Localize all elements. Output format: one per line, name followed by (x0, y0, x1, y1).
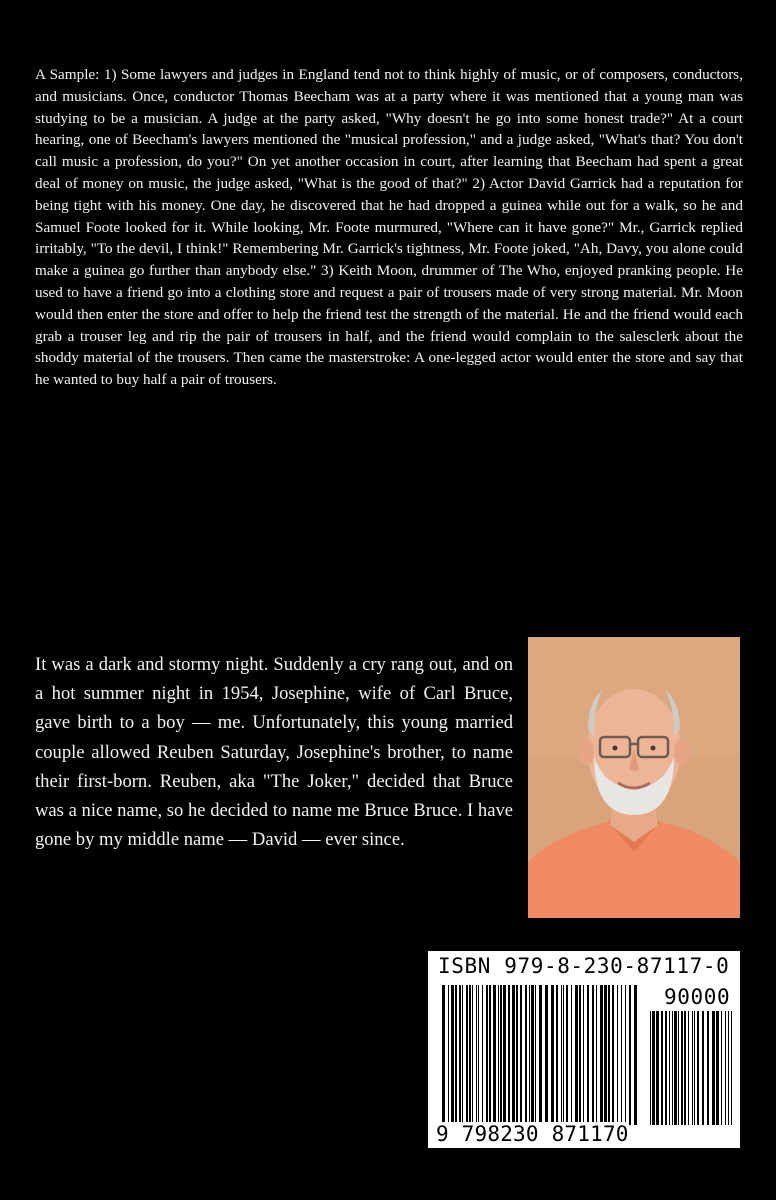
author-bio: It was a dark and stormy night. Suddenly a cry rang out, and on a hot summer night in 1954, Josephine, wife of Carl Bruce, gave birth to a boy — me. Unfortunately, this young married couple allowed Reuben Saturday, Josephine's brother, to name their first-born. Reuben, aka "The Joker," decided that Bruce was a nice name, so he decided to name me Bruce Bruce. I have gone by my middle name — David — ever since. (35, 654, 513, 851)
isbn-barcode (428, 951, 740, 1148)
barcode-bars-graphic (442, 985, 638, 1125)
barcode-bars (442, 985, 638, 1125)
isbn-label: ISBN 979-8-230-87117-0 (438, 954, 730, 978)
sample-excerpt: A Sample: 1) Some lawyers and judges in England tend not to think highly of music, or of composers, conductors, and musicians. Once, conductor Thomas Beecham was at a party where it was mentioned that a young man was studying to be a musician. A judge at the party asked, "Why doesn't he go into some honest trade?" At a court hearing, one of Beecham's lawyers mentioned the "musical profession," and a judge asked, "What's that? You don't call music a profession, do you?" On yet another occasion in court, after learning that Beecham had spent a great deal of money on music, the judge asked, "What is the good of that?" 2) Actor David Garrick had a reputation for being tight with his money. One day, he discovered that he had dropped a guinea while out for a walk, so he and Samuel Foote looked for it. While looking, Mr. Foote murmured, "Where can it have gone?" Mr., Garrick replied irritably, "To the devil, I think!" Remembering Mr. Garrick's tightness, Mr. Foote joked, "Ah, Davy, you alone could make a guinea go further than anybody else." 3) Keith Moon, drummer of The Who, enjoyed pranking people. He used to have a friend go into a clothing store and request a pair of trousers made of very strong material. Mr. Moon would then enter the store and offer to help the friend test the strength of the material. He and the friend would each grab a trouser leg and rip the pair of trousers in half, and the friend would complain to the salesclerk about the shoddy material of the trousers. Then came the masterstroke: A one-legged actor would enter the store and say that he wanted to buy half a pair of trousers. (35, 66, 743, 389)
author-photo (528, 637, 740, 918)
price-code: 90000 (664, 985, 731, 1009)
barcode-digits: 9 798230 871170 (436, 1122, 629, 1146)
price-barcode-bars-graphic (650, 1011, 732, 1125)
author-portrait-icon (528, 637, 740, 918)
price-barcode-bars (650, 1011, 732, 1125)
